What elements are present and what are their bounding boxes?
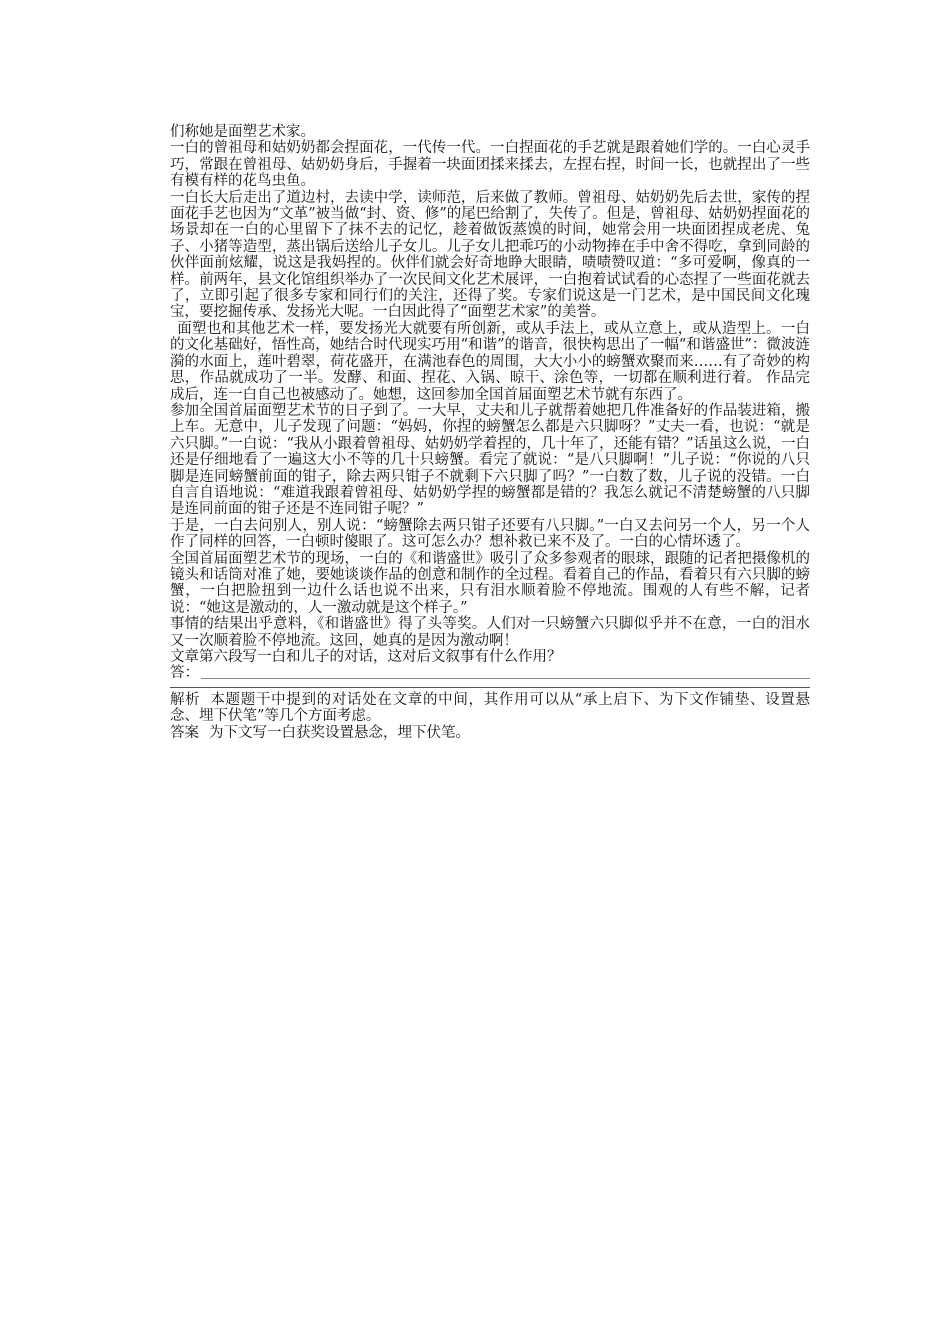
article-paragraph-2: 一白的曾祖母和姑奶奶都会捏面花，一代传一代。一白捏面花的手艺就是跟着她们学的。一白心灵手巧，常跟在曾祖母、姑奶奶身后，手握着一块面团揉来揉去，左捏右捏，时间一长，也就捏出了一些有模有样的花鸟虫鱼。 [170, 140, 810, 190]
answer-label: 答： [170, 665, 199, 682]
article-paragraph-3: 一白长大后走出了道边村，去读中学，读师范，后来做了教师。曾祖母、姑奶奶先后去世，家传的捏面花手艺也因为“文革”被当做“封、资、修”的尾巴给割了，失传了。但是，曾祖母、姑奶奶捏面花的场景却在一白的心里留下了抹不去的记忆，趁着做饭蒸馍的时间，她常会用一块面团捏成老虎、兔子、小猪等造型，蒸出锅后送给儿子女儿。儿子女儿把乖巧的小动物捧在手中舍不得吃，拿到同龄的伙伴面前炫耀，说这是我妈捏的。伙伴们就会好奇地睁大眼睛，啧啧赞叹道：“多可爱啊，像真的一样。前两年，县文化馆组织举办了一次民间文化艺术展评，一白抱着试试看的心态捏了一些面花就去了，立即引起了很多专家和同行们的关注，还得了奖。专家们说这是一门艺术，是中国民间文化瑰宝，要挖掘传承、发扬光大呢。一白因此得了“面塑艺术家”的美誉。 [170, 189, 810, 321]
article-paragraph-6: 于是，一白去问别人，别人说：“螃蟹除去两只钳子还要有八只脚。”一白又去问另一个人，另一个人作了同样的回答，一白顿时傻眼了。这可怎么办？想补救已来不及了。一白的心情坏透了。 [170, 517, 810, 551]
section-divider [170, 687, 810, 688]
answer-paragraph [170, 725, 810, 741]
article-paragraph-8: 事情的结果出乎意料，《和谐盛世》得了头等奖。人们对一只螃蟹六只脚似乎并不在意，一白的泪水又一次顺着脸不停地流。这回，她真的是因为激动啊！ [170, 616, 810, 649]
solution-answer-label: 答案 [170, 724, 199, 741]
document-page [170, 124, 810, 741]
analysis-label: 解析 [170, 691, 201, 708]
question-text: 文章第六段写一白和儿子的对话，这对后文叙事有什么作用？ [170, 649, 562, 665]
solution-answer-text: 为下文写一白获奖设置悬念，埋下伏笔。 [209, 724, 470, 741]
article-paragraph-4: 面塑也和其他艺术一样，要发扬光大就要有所创新，或从手法上，或从立意上，或从造型上。一白的文化基础好，悟性高，她结合时代现实巧用“和谐”的谐音，很快构思出了一幅“和谐盛世”：微波涟漪的水面上，莲叶碧翠，荷花盛开，在满池春色的周围，大大小小的螃蟹欢聚而来……有了奇妙的构思，作品就成功了一半。发酵、和面、捏花、入锅、晾干、涂色等，一切都在顺利进行着。 作品完成后，连一白自己也被感动了。她想，这回参加全国首届面塑艺术节就有东西了。 [170, 320, 810, 403]
article-paragraph-5: 参加全国首届面塑艺术节的日子到了。一大早，丈夫和儿子就帮着她把几件准备好的作品装进箱，搬上车。无意中，儿子发现了问题：“妈妈，你捏的螃蟹怎么都是六只脚呀？”丈夫一看，也说：“就是六只脚。”一白说：“我从小跟着曾祖母、姑奶奶学着捏的，几十年了，还能有错？”话虽这么说，一白还是仔细地看了一遍这大小不等的几十只螃蟹。看完了就说：“是八只脚啊！”儿子说：“你说的八只脚是连同螃蟹前面的钳子，除去两只钳子不就剩下六只脚了吗？”一白数了数，儿子说的没错。一白自言自语地说：“难道我跟着曾祖母、姑奶奶学捏的螃蟹都是错的？我怎么就记不清楚螃蟹的八只脚是连同前面的钳子还是不连同钳子呢？” [170, 402, 810, 518]
analysis-text: 本题题干中提到的对话处在文章的中间，其作用可以从“承上启下、为下文作铺垫、设置悬念、埋下伏笔”等几个方面考虑。 [170, 691, 810, 725]
answer-row [170, 665, 810, 681]
analysis-paragraph [170, 692, 810, 725]
article-paragraph-1: 们称她是面塑艺术家。 [170, 124, 315, 140]
answer-blank-line[interactable] [201, 666, 810, 679]
article-paragraph-7: 全国首届面塑艺术节的现场，一白的《和谐盛世》吸引了众多参观者的眼球，跟随的记者把摄像机的镜头和话筒对准了她，要她谈谈作品的创意和制作的全过程。看着自己的作品，看着只有六只脚的螃蟹，一白把脸扭到一边什么话也说不出来，只有泪水顺着脸不停地流。围观的人有些不解，记者说：“她这是激动的，人一激动就是这个样子。” [170, 550, 810, 616]
